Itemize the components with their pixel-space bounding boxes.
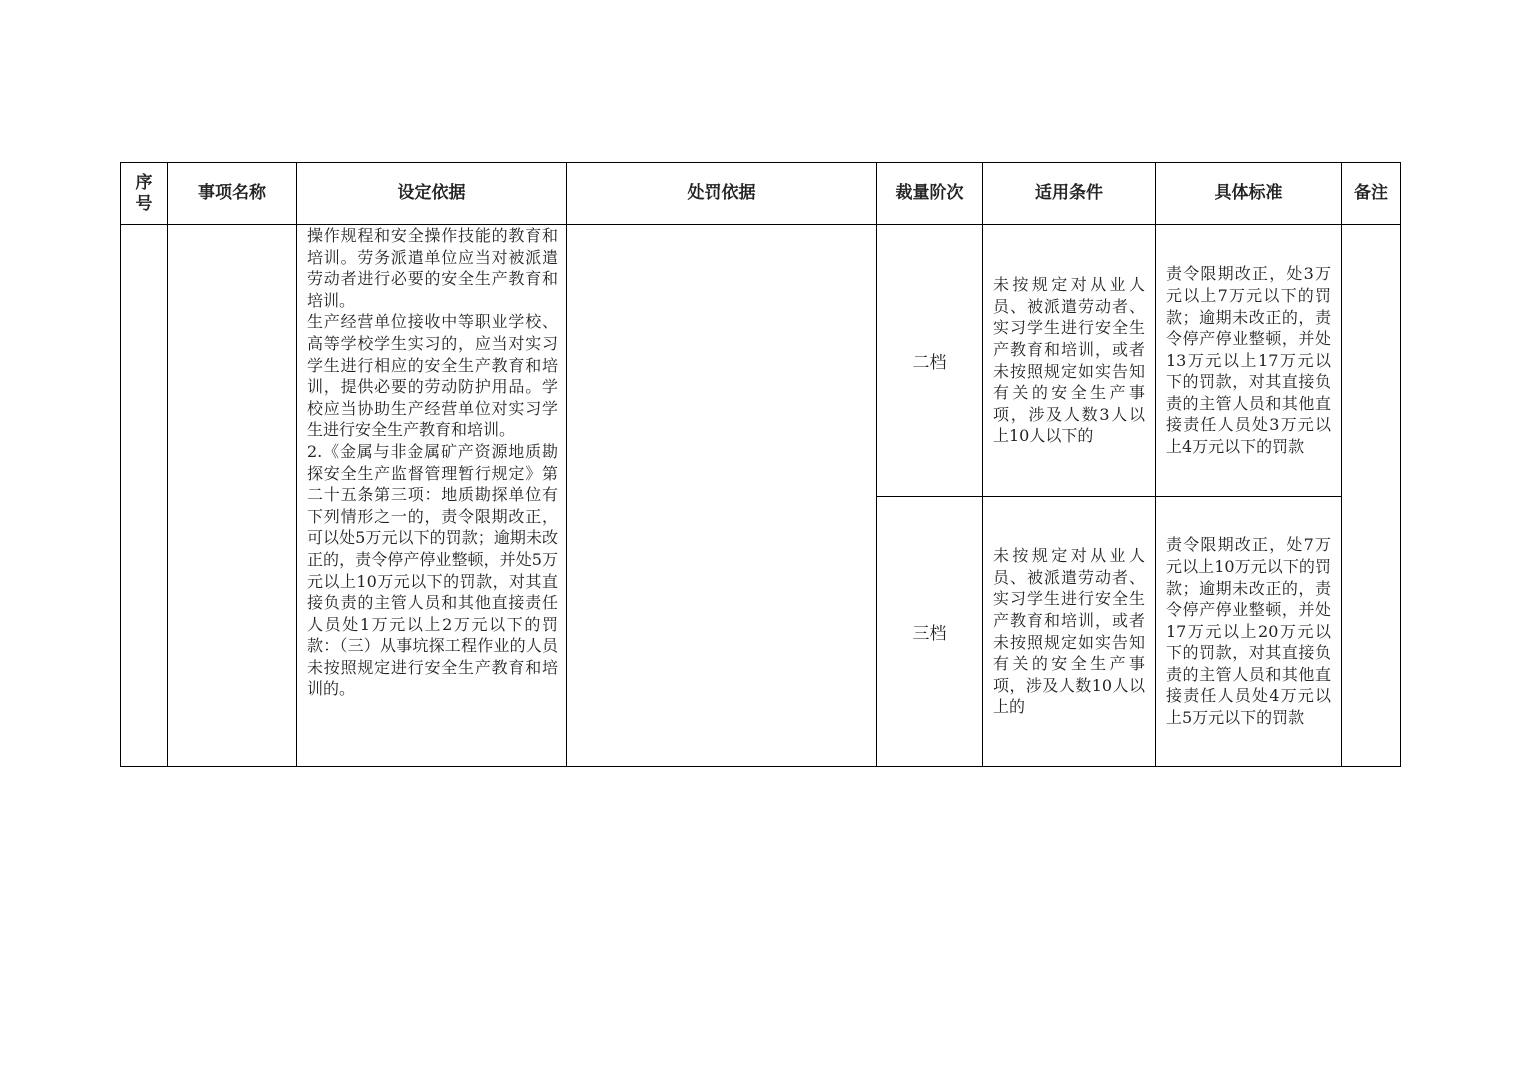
header-seq: 序号 — [121, 163, 168, 225]
header-tier: 裁量阶次 — [877, 163, 983, 225]
item-name-cell — [168, 225, 297, 767]
penalty-basis-cell — [567, 225, 877, 767]
remarks-cell — [1342, 225, 1401, 767]
condition-cell: 未按规定对从业人员、被派遣劳动者、实习学生进行安全生产教育和培训，或者未按照规定如实告知有关的安全生产事项，涉及人数3人以上10人以下的 — [983, 225, 1156, 497]
setting-basis-cell — [297, 225, 567, 767]
penalty-standard-table-container — [120, 162, 1400, 767]
standard-cell: 责令限期改正，处3万元以上7万元以下的罚款；逾期未改正的，责令停产停业整顿，并处13万元以上17万元以下的罚款，对其直接负责的主管人员和其他直接责任人员处3万元以上4万元以下的罚款 — [1156, 225, 1342, 497]
header-standard: 具体标准 — [1156, 163, 1342, 225]
seq-cell — [121, 225, 168, 767]
header-condition: 适用条件 — [983, 163, 1156, 225]
condition-cell: 未按规定对从业人员、被派遣劳动者、实习学生进行安全生产教育和培训，或者未按照规定如实告知有关的安全生产事项，涉及人数10人以上的 — [983, 497, 1156, 767]
penalty-standard-table — [120, 162, 1401, 767]
header-setting-basis: 设定依据 — [297, 163, 567, 225]
tier-level-cell: 三档 — [877, 497, 983, 767]
setting-basis-text: 操作规程和安全操作技能的教育和培训。劳务派遣单位应当对被派遣劳动者进行必要的安全生产教育和培训。 生产经营单位接收中等职业学校、高等学校学生实习的，应当对实习学生进行相应的安全生产教育和培训，提供必要的劳动防护用品。学校应当协助生产经营单位对实习学生进行安全生产教育和培训。 2.《金属与非金属矿产资源地质勘探安全生产监督管理暂行规定》第二十五条第三项：地质勘探单位有下列情形之一的，责令限期改正，可以处5万元以下的罚款；逾期未改正的，责令停产停业整顿，并处5万元以上10万元以下的罚款，对其直接负责的主管人员和其他直接责任人员处1万元以上2万元以下的罚款：（三）从事坑探工程作业的人员未按照规定进行安全生产教育和培训的。 — [307, 226, 558, 699]
table-header-row — [121, 163, 1401, 225]
tier-level-cell: 二档 — [877, 225, 983, 497]
table-row-tier-2 — [121, 225, 1401, 497]
standard-cell: 责令限期改正，处7万元以上10万元以下的罚款；逾期未改正的，责令停产停业整顿，并处17万元以上20万元以下的罚款，对其直接负责的主管人员和其他直接责任人员处4万元以上5万元以下的罚款 — [1156, 497, 1342, 767]
header-item-name: 事项名称 — [168, 163, 297, 225]
header-remarks: 备注 — [1342, 163, 1401, 225]
header-penalty-basis: 处罚依据 — [567, 163, 877, 225]
